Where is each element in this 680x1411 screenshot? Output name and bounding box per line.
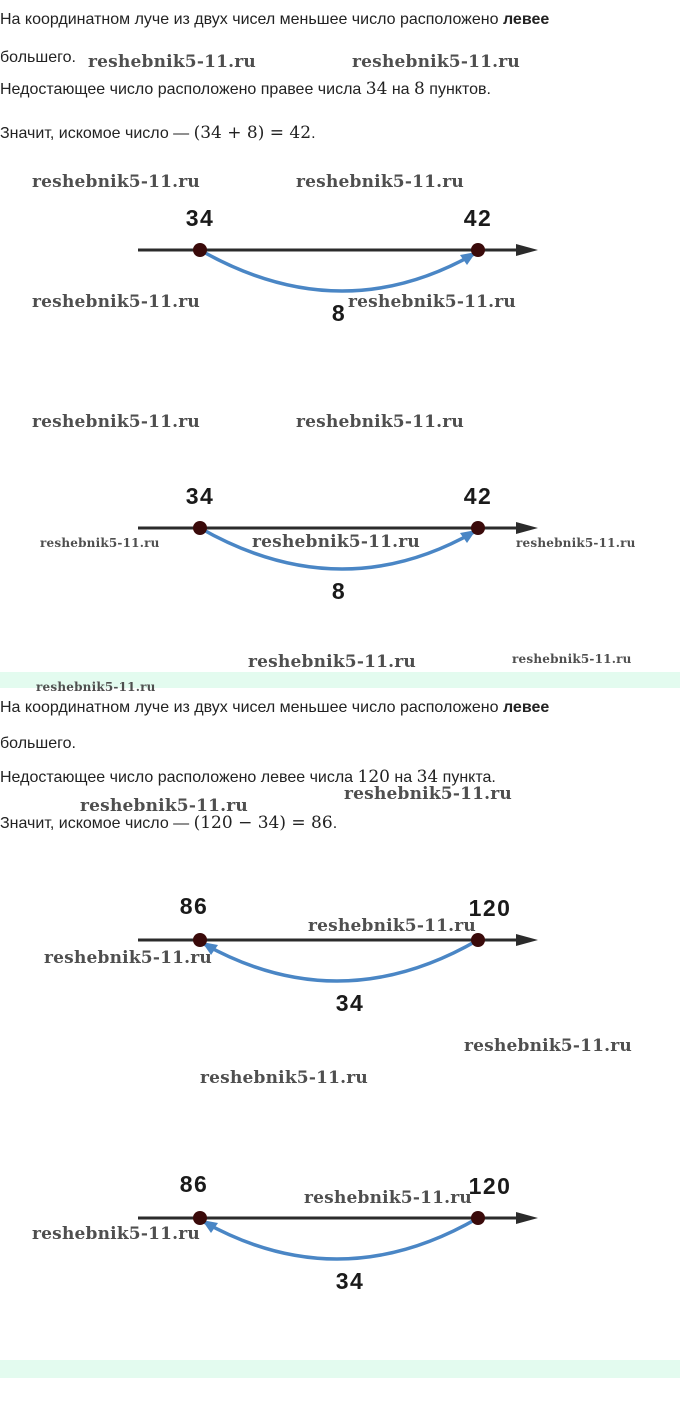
watermark: reshebnik5-11.ru	[252, 532, 420, 552]
axis-arrowhead	[516, 934, 538, 946]
jump-arc	[204, 1218, 478, 1259]
arc-label: 8	[331, 578, 347, 604]
watermark: reshebnik5-11.ru	[464, 1036, 632, 1056]
s1-bold-word: левее	[502, 11, 550, 28]
s1-math-number: 8	[414, 79, 425, 99]
watermark: reshebnik5-11.ru	[44, 948, 212, 968]
point-right	[471, 521, 485, 535]
point-left	[193, 933, 207, 947]
s1-paragraph-4	[0, 123, 316, 144]
watermark: reshebnik5-11.ru	[40, 536, 160, 550]
s2-math-expression: (120 − 34) = 86	[193, 813, 333, 833]
left-label: 86	[179, 1171, 209, 1197]
jump-arc	[200, 250, 474, 291]
watermark: reshebnik5-11.ru	[352, 52, 520, 72]
s2-paragraph-2: большего.	[0, 735, 76, 752]
watermark: reshebnik5-11.ru	[296, 172, 464, 192]
axis-arrowhead	[516, 1212, 538, 1224]
s1-text: На координатном луче из двух чисел меньшее число расположено	[0, 11, 503, 28]
s2-math-number: 34	[416, 767, 439, 787]
bottom-divider	[0, 1360, 680, 1378]
left-label: 86	[179, 893, 209, 919]
watermark: reshebnik5-11.ru	[348, 292, 516, 312]
s2-text: .	[332, 815, 338, 832]
arc-label: 34	[335, 1268, 365, 1294]
watermark: reshebnik5-11.ru	[88, 52, 256, 72]
point-left	[193, 521, 207, 535]
arc-label: 34	[335, 990, 365, 1016]
watermark: reshebnik5-11.ru	[304, 1188, 472, 1208]
watermark: reshebnik5-11.ru	[36, 680, 156, 694]
s2-paragraph-1	[0, 698, 549, 718]
s2-text: Значит, искомое число —	[0, 815, 194, 832]
watermark: reshebnik5-11.ru	[516, 536, 636, 550]
left-label: 34	[185, 205, 215, 231]
s1-math-expression: (34 + 8) = 42	[193, 123, 312, 143]
s1-text: пунктов.	[424, 81, 491, 98]
s2-text: На координатном луче из двух чисел меньшее число расположено	[0, 699, 503, 716]
point-left	[193, 1211, 207, 1225]
point-right	[471, 243, 485, 257]
s1-paragraph-3	[0, 79, 491, 100]
axis-arrowhead	[516, 522, 538, 534]
watermark: reshebnik5-11.ru	[512, 652, 632, 666]
watermark: reshebnik5-11.ru	[32, 172, 200, 192]
s1-paragraph-1	[0, 10, 549, 30]
watermark: reshebnik5-11.ru	[200, 1068, 368, 1088]
s2-text: пункта.	[438, 769, 496, 786]
watermark: reshebnik5-11.ru	[80, 796, 248, 816]
point-right	[471, 1211, 485, 1225]
point-left	[193, 243, 207, 257]
axis-arrowhead	[516, 244, 538, 256]
s2-text: Недостающее число расположено левее числа	[0, 769, 358, 786]
watermark: reshebnik5-11.ru	[32, 292, 200, 312]
watermark: reshebnik5-11.ru	[32, 412, 200, 432]
s1-text: Значит, искомое число —	[0, 125, 194, 142]
s1-paragraph-2: большего.	[0, 49, 76, 66]
jump-arc	[204, 940, 478, 981]
right-label: 120	[468, 895, 512, 921]
watermark: reshebnik5-11.ru	[248, 652, 416, 672]
s1-math-number: 34	[365, 79, 388, 99]
s1-text: на	[387, 81, 415, 98]
right-label: 42	[463, 205, 493, 231]
left-label: 34	[185, 483, 215, 509]
watermark: reshebnik5-11.ru	[344, 784, 512, 804]
watermark: reshebnik5-11.ru	[296, 412, 464, 432]
s1-text: Недостающее число расположено правее числа	[0, 81, 366, 98]
watermark: reshebnik5-11.ru	[308, 916, 476, 936]
right-label: 42	[463, 483, 493, 509]
s2-math-number: 120	[357, 767, 390, 787]
s2-bold-word: левее	[502, 699, 550, 716]
arc-label: 8	[331, 300, 347, 326]
s2-paragraph-4	[0, 813, 337, 834]
watermark: reshebnik5-11.ru	[32, 1224, 200, 1244]
s1-number-line-a	[0, 190, 680, 340]
s1-text: .	[311, 125, 316, 142]
s2-text: на	[389, 769, 417, 786]
right-label: 120	[468, 1173, 512, 1199]
